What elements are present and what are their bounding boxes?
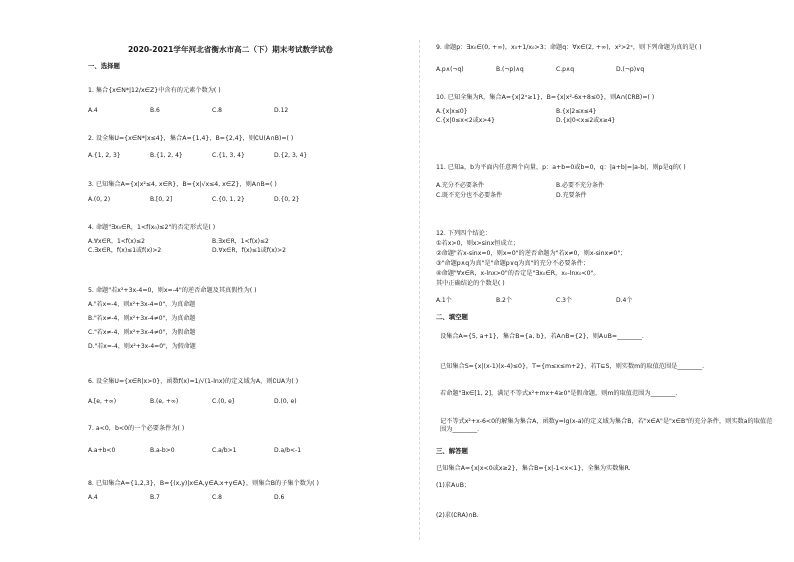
question-7-option-d: D.a/b<-1	[274, 447, 302, 454]
question-5-option-a: A."若x=-4，则x²+3x-4=0"，为真命题	[88, 301, 196, 308]
fill-question-4: 记不等式x²+x-6<0的解集为集合A，函数y=lg(x-a)的定义域为集合B，若"x∈A"是"x∈B"的充分条件，则实数a的取值范围为________.	[440, 418, 773, 433]
section-choice: 一、选择题	[88, 62, 120, 70]
question-12-option-c: C.3个	[556, 297, 572, 304]
question-4-option-c: C.∃x∈R，f(x)≤1或f(x)>2	[88, 247, 162, 254]
question-6-option-d: D.(0, e)	[274, 398, 297, 405]
question-12-item-2: ②命题"若x-sinx=0，则x=0"的逆否命题为"若x≠0，则x-sinx≠0"；	[436, 250, 627, 257]
question-10-option-d: D.{x|0<x≤2或x≥4}	[556, 117, 616, 124]
question-2-option-d: D.{2, 3, 4}	[274, 152, 308, 159]
question-4-option-b: B.∃x∈R，1<f(x)≤2	[212, 238, 269, 245]
question-1-option-c: C.8	[212, 107, 222, 114]
question-8-option-d: D.6	[274, 494, 285, 501]
question-5-stem: 5. 命题"若x²+3x-4=0，则x=-4"的逆否命题及其真假性为( )	[88, 287, 257, 294]
question-10-option-c: C.{x|0≤x<2或x>4}	[436, 117, 495, 124]
question-9-option-d: D.(¬p)∨q	[616, 66, 645, 73]
exam-title: 2020-2021学年河北省衡水市高二（下）期末考试数学试卷	[128, 45, 333, 54]
question-3-option-c: C.{0, 1, 2}	[212, 196, 245, 203]
question-8-stem: 8. 已知集合A={1,2,3}，B={(x,y)|x∈A,y∈A,x+y∈A}，则集合B的子集个数为( )	[88, 480, 319, 487]
question-8-option-a: A.4	[88, 494, 98, 501]
question-2-option-b: B.{1, 2, 4}	[150, 152, 183, 159]
answer-part-1: (1)求A∪B；	[436, 482, 471, 489]
question-2-stem: 2. 设全集U={x∈N*|x≤4}，集合A={1,4}，B={2,4}，则∁U(A∩B)=( )	[88, 135, 294, 142]
question-4-option-d: D.∀x∈R，f(x)≤1或f(x)>2	[212, 247, 286, 254]
question-3-option-a: A.(0, 2)	[88, 196, 111, 203]
question-6-option-b: B.(e, +∞)	[150, 398, 179, 405]
question-3-stem: 3. 已知集合A={x|x²≤4, x∈R}，B={x|√x≤4, x∈Z}，则A∩B=( )	[88, 181, 277, 188]
question-6-stem: 6. 设全集U={x∈R|x>0}，函数f(x)=1/√(1-lnx)的定义域为A，则∁UA为( )	[88, 378, 299, 385]
question-6-option-a: A.[e, +∞)	[88, 398, 117, 405]
question-9-stem: 9. 命题p：∃x₀∈(0, +∞)，x₀+1/x₀>3；命题q：∀x∈(2, +∞)，x²>2ˣ，则下列命题为真的是( )	[436, 44, 702, 51]
question-7-option-c: C.a/b>1	[212, 447, 237, 454]
fill-question-2: 已知集合S={x|(x-1)(x-4)≤0}，T={m≤x≤m+2}，若T⊆S，则实数m的取值范围是________.	[440, 363, 705, 370]
question-10-stem: 10. 已知全集为R，集合A={x|2ˣ≥1}，B={x|x²-6x+8≤0}，则A∩(∁RB)=( )	[436, 94, 655, 101]
question-7-stem: 7. a<0，b<0的一个必要条件为( )	[88, 425, 185, 432]
question-12-item-4: ④命题"∀x∈R，x-lnx>0"的否定是"∃x₀∈R，x₀-lnx₀<0"。	[436, 270, 600, 277]
question-8-option-b: B.7	[150, 494, 160, 501]
question-11-option-c: C.既不充分也不必要条件	[436, 192, 503, 199]
question-3-option-b: B.[0, 2]	[150, 196, 173, 203]
answer-question-stem: 已知集合A={x|x<0或x≥2}，集合B={x|-1<x<1}，全集为实数集R.	[436, 465, 631, 472]
section-answer: 三、解答题	[436, 447, 468, 455]
question-11-option-a: A.充分不必要条件	[436, 182, 484, 189]
question-7-option-a: A.a+b<0	[88, 447, 116, 454]
question-1-stem: 1. 集合{x∈N*|12/x∈Z}中含有的元素个数为( )	[88, 87, 221, 94]
question-2-option-c: C.{1, 3, 4}	[212, 152, 245, 159]
answer-part-2: (2)求(∁RA)∩B.	[436, 512, 479, 519]
question-12-option-a: A.1个	[436, 297, 452, 304]
question-9-option-c: C.p∧q	[556, 66, 575, 73]
question-9-option-a: A.p∧(¬q)	[436, 66, 464, 73]
question-1-option-a: A.4	[88, 107, 98, 114]
question-4-option-a: A.∀x∈R，1<f(x)≤2	[88, 238, 145, 245]
question-12-item-1: ①若x>0，则x>sinx恒成立；	[436, 240, 520, 247]
question-1-option-b: B.6	[150, 107, 160, 114]
question-12-tail: 其中正确结论的个数是( )	[436, 280, 505, 287]
question-11-option-d: D.充要条件	[556, 192, 587, 199]
question-4-stem: 4. 命题"∃x₀∈R，1<f(x₀)≤2"的否定形式是( )	[88, 224, 216, 231]
section-fill: 二、填空题	[436, 313, 468, 321]
question-12-stem: 12. 下列四个结论：	[436, 230, 492, 237]
question-11-stem: 11. 已知a，b为平面内任意两个向量，p：a+b=0或b=0，q：|a+b|=|a-b|，则p是q的( )	[436, 164, 686, 171]
question-8-option-c: C.8	[212, 494, 222, 501]
question-12-item-3: ③"命题p∧q为真"是"命题p∨q为真"的充分不必要条件；	[436, 260, 590, 267]
question-12-option-d: D.4个	[616, 297, 633, 304]
question-11-option-b: B.必要不充分条件	[556, 182, 605, 189]
question-10-option-a: A.{x|x≤0}	[436, 108, 468, 115]
question-5-option-c: C."若x≠-4，则x²+3x-4≠0"，为假命题	[88, 329, 196, 336]
question-5-option-d: D."若x=-4，则x²+3x-4=0"，为假命题	[88, 343, 196, 350]
question-5-option-b: B."若x≠-4，则x²+3x-4≠0"，为真命题	[88, 315, 196, 322]
question-10-option-b: B.{x|2≤x≤4}	[556, 108, 597, 115]
question-1-option-d: D.12	[274, 107, 289, 114]
question-7-option-b: B.a-b>0	[150, 447, 175, 454]
question-2-option-a: A.{1, 2, 3}	[88, 152, 121, 159]
question-6-option-c: C.(0, e]	[212, 398, 235, 405]
fill-question-3: 若命题"∃x∈[1, 2]，满足不等式x²+mx+4≥0"是假命题，则m的取值范围为________.	[440, 390, 678, 397]
fill-question-1: 设集合A={5, a+1}，集合B={a, b}，若A∩B={2}，则A∪B=________.	[440, 333, 644, 340]
question-3-option-d: D.{0, 2}	[274, 196, 300, 203]
question-12-option-b: B.2个	[496, 297, 512, 304]
column-divider	[419, 40, 420, 540]
question-9-option-b: B.(¬p)∧q	[496, 66, 524, 73]
